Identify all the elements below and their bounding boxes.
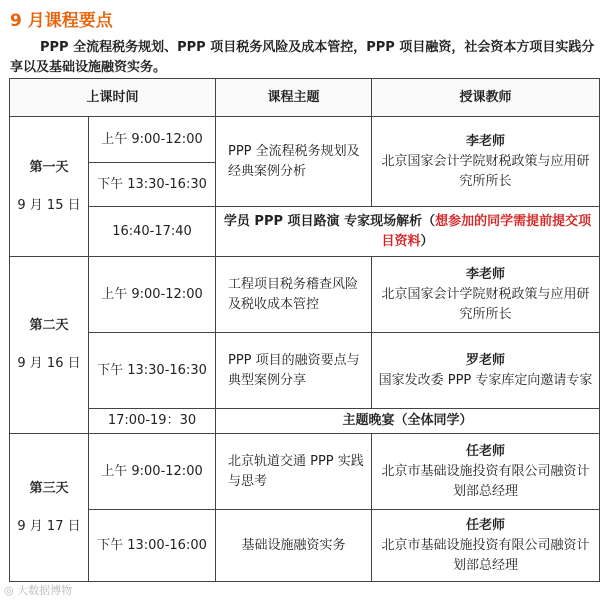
event-note: 想参加的同学需提前提交项目资料 bbox=[381, 213, 592, 249]
day-date: 9 月 16 日 bbox=[17, 356, 81, 371]
time-cell: 上午 9:00-12:00 bbox=[89, 434, 216, 510]
schedule-table bbox=[9, 78, 600, 582]
watermark bbox=[4, 582, 72, 598]
day-cell bbox=[10, 117, 89, 257]
event-close: ） bbox=[420, 233, 434, 249]
table-row bbox=[10, 333, 600, 409]
table-header-row bbox=[10, 79, 600, 117]
time-cell: 17:00-19：30 bbox=[89, 409, 216, 434]
teacher-title: 北京国家会计学院财税政策与应用研究所所长 bbox=[381, 153, 590, 189]
teacher-name: 李老师 bbox=[465, 133, 505, 149]
table-row bbox=[10, 510, 600, 582]
teacher-cell bbox=[372, 117, 600, 207]
event-text: 学员 PPP 项目路演 专家现场解析（ bbox=[223, 213, 436, 229]
day-date: 9 月 17 日 bbox=[17, 518, 81, 534]
header-topic: 课程主题 bbox=[216, 79, 372, 117]
teacher-cell bbox=[372, 257, 600, 333]
teacher-title: 北京国家会计学院财税政策与应用研究所所长 bbox=[381, 286, 590, 322]
table-row bbox=[10, 409, 600, 434]
table-row bbox=[10, 207, 600, 257]
time-cell: 下午 13:30-16:30 bbox=[89, 163, 216, 207]
teacher-name: 李老师 bbox=[465, 266, 505, 282]
time-cell: 上午 9:00-12:00 bbox=[89, 257, 216, 333]
event-cell bbox=[216, 207, 600, 257]
day-label: 第一天 bbox=[29, 159, 69, 175]
table-row bbox=[10, 257, 600, 333]
day-cell bbox=[10, 434, 89, 582]
header-time: 上课时间 bbox=[10, 79, 216, 117]
topic-cell: 北京轨道交通 PPP 实践与思考 bbox=[216, 434, 372, 510]
time-cell: 上午 9:00-12:00 bbox=[89, 117, 216, 163]
teacher-cell bbox=[372, 510, 600, 582]
watermark-text: 大数据博物 bbox=[17, 584, 73, 597]
header-teacher: 授课教师 bbox=[372, 79, 600, 117]
topic-cell: 工程项目税务稽查风险及税收成本管控 bbox=[216, 257, 372, 333]
teacher-cell bbox=[372, 434, 600, 510]
teacher-cell bbox=[372, 333, 600, 409]
topic-cell: PPP 项目的融资要点与典型案例分享 bbox=[216, 333, 372, 409]
day-date: 9 月 15 日 bbox=[17, 197, 81, 213]
time-cell: 16:40-17:40 bbox=[89, 207, 216, 257]
intro-paragraph: PPP 全流程税务规划、PPP 项目税务风险及成本管控，PPP 项目融资，社会资本方项目实践分享以及基础设施融资实务。 bbox=[10, 40, 595, 75]
day-label: 第三天 bbox=[29, 480, 69, 496]
page-title: 9 月课程要点 bbox=[10, 11, 113, 31]
topic-cell: 基础设施融资实务 bbox=[216, 510, 372, 582]
teacher-name: 任老师 bbox=[465, 443, 505, 459]
teacher-title: 国家发改委 PPP 专家库定向邀请专家 bbox=[378, 372, 593, 388]
teacher-name: 任老师 bbox=[465, 517, 505, 533]
table-row bbox=[10, 434, 600, 510]
time-cell: 下午 13:00-16:00 bbox=[89, 510, 216, 582]
event-cell: 主题晚宴（全体同学） bbox=[216, 409, 600, 434]
day-label: 第二天 bbox=[29, 318, 69, 333]
teacher-name: 罗老师 bbox=[465, 352, 505, 368]
day-cell bbox=[10, 257, 89, 434]
teacher-title: 北京市基础设施投资有限公司融资计划部总经理 bbox=[381, 463, 590, 499]
table-row bbox=[10, 117, 600, 163]
topic-cell: PPP 全流程税务规划及经典案例分析 bbox=[216, 117, 372, 207]
watermark-icon: ◎ bbox=[4, 584, 14, 597]
teacher-title: 北京市基础设施投资有限公司融资计划部总经理 bbox=[381, 537, 590, 573]
time-cell: 下午 13:30-16:30 bbox=[89, 333, 216, 409]
